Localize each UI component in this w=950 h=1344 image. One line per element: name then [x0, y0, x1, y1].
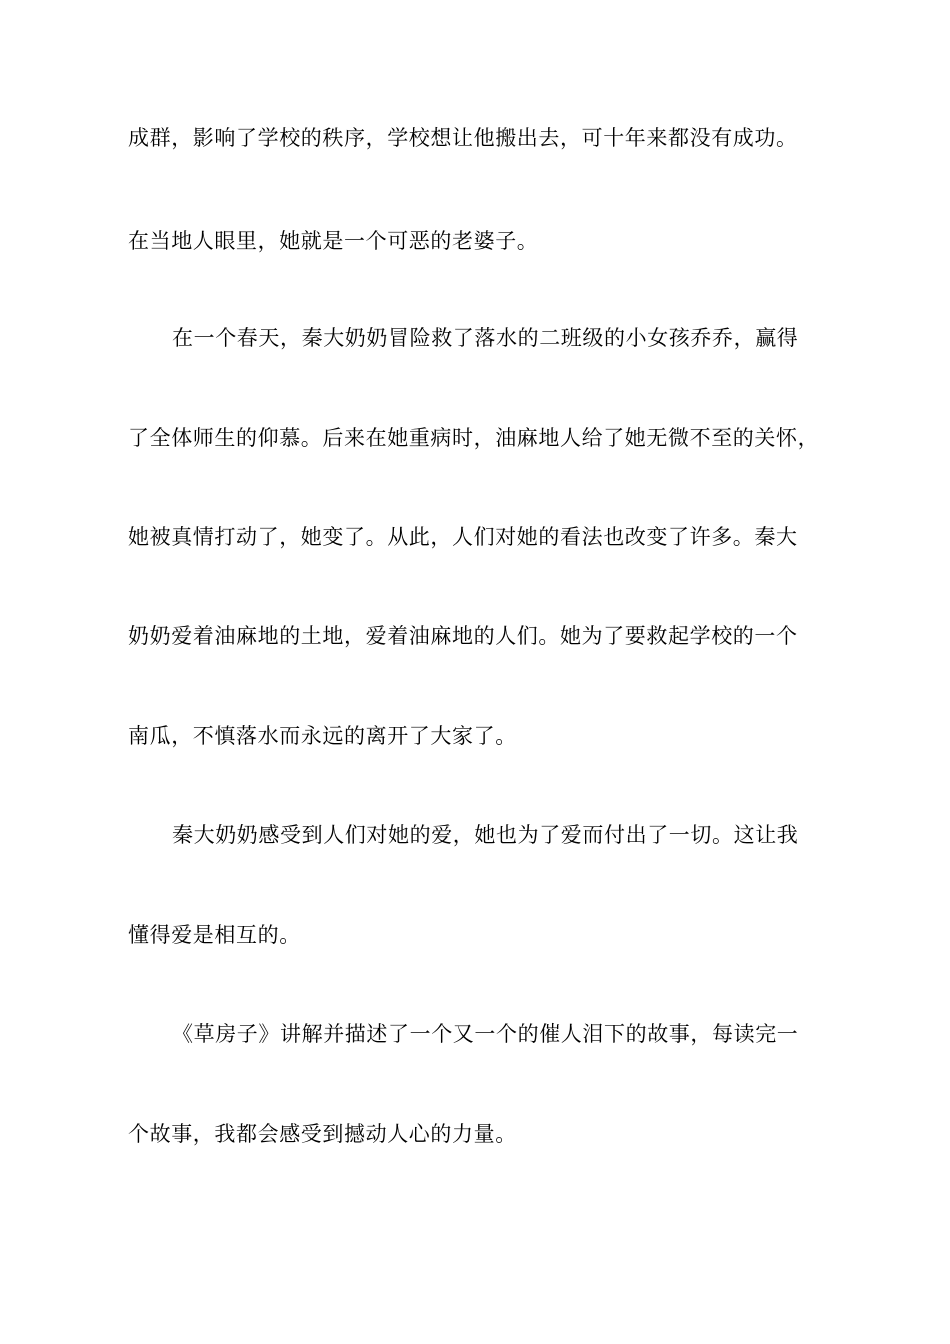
- paragraph-line: 南瓜，不慎落水而永远的离开了大家了。: [128, 724, 517, 748]
- paragraph-line: 秦大奶奶感受到人们对她的爱，她也为了爱而付出了一切。这让我: [172, 823, 799, 847]
- paragraph-line: 她被真情打动了，她变了。从此，人们对她的看法也改变了许多。秦大: [128, 525, 798, 549]
- paragraph-line: 奶奶爱着油麻地的土地，爱着油麻地的人们。她为了要救起学校的一个: [128, 624, 798, 648]
- paragraph-line: 《草房子》讲解并描述了一个又一个的催人泪下的故事，每读完一: [172, 1022, 799, 1046]
- paragraph-line: 懂得爱是相互的。: [128, 923, 301, 947]
- paragraph-line: 了全体师生的仰慕。后来在她重病时，油麻地人给了她无微不至的关怀，: [128, 426, 820, 450]
- paragraph-line: 在当地人眼里，她就是一个可恶的老婆子。: [128, 229, 539, 253]
- paragraph-line: 个故事，我都会感受到撼动人心的力量。: [128, 1122, 517, 1146]
- paragraph-line: 成群，影响了学校的秩序，学校想让他搬出去，可十年来都没有成功。: [128, 126, 798, 150]
- paragraph-line: 在一个春天，秦大奶奶冒险救了落水的二班级的小女孩乔乔，赢得: [172, 326, 799, 350]
